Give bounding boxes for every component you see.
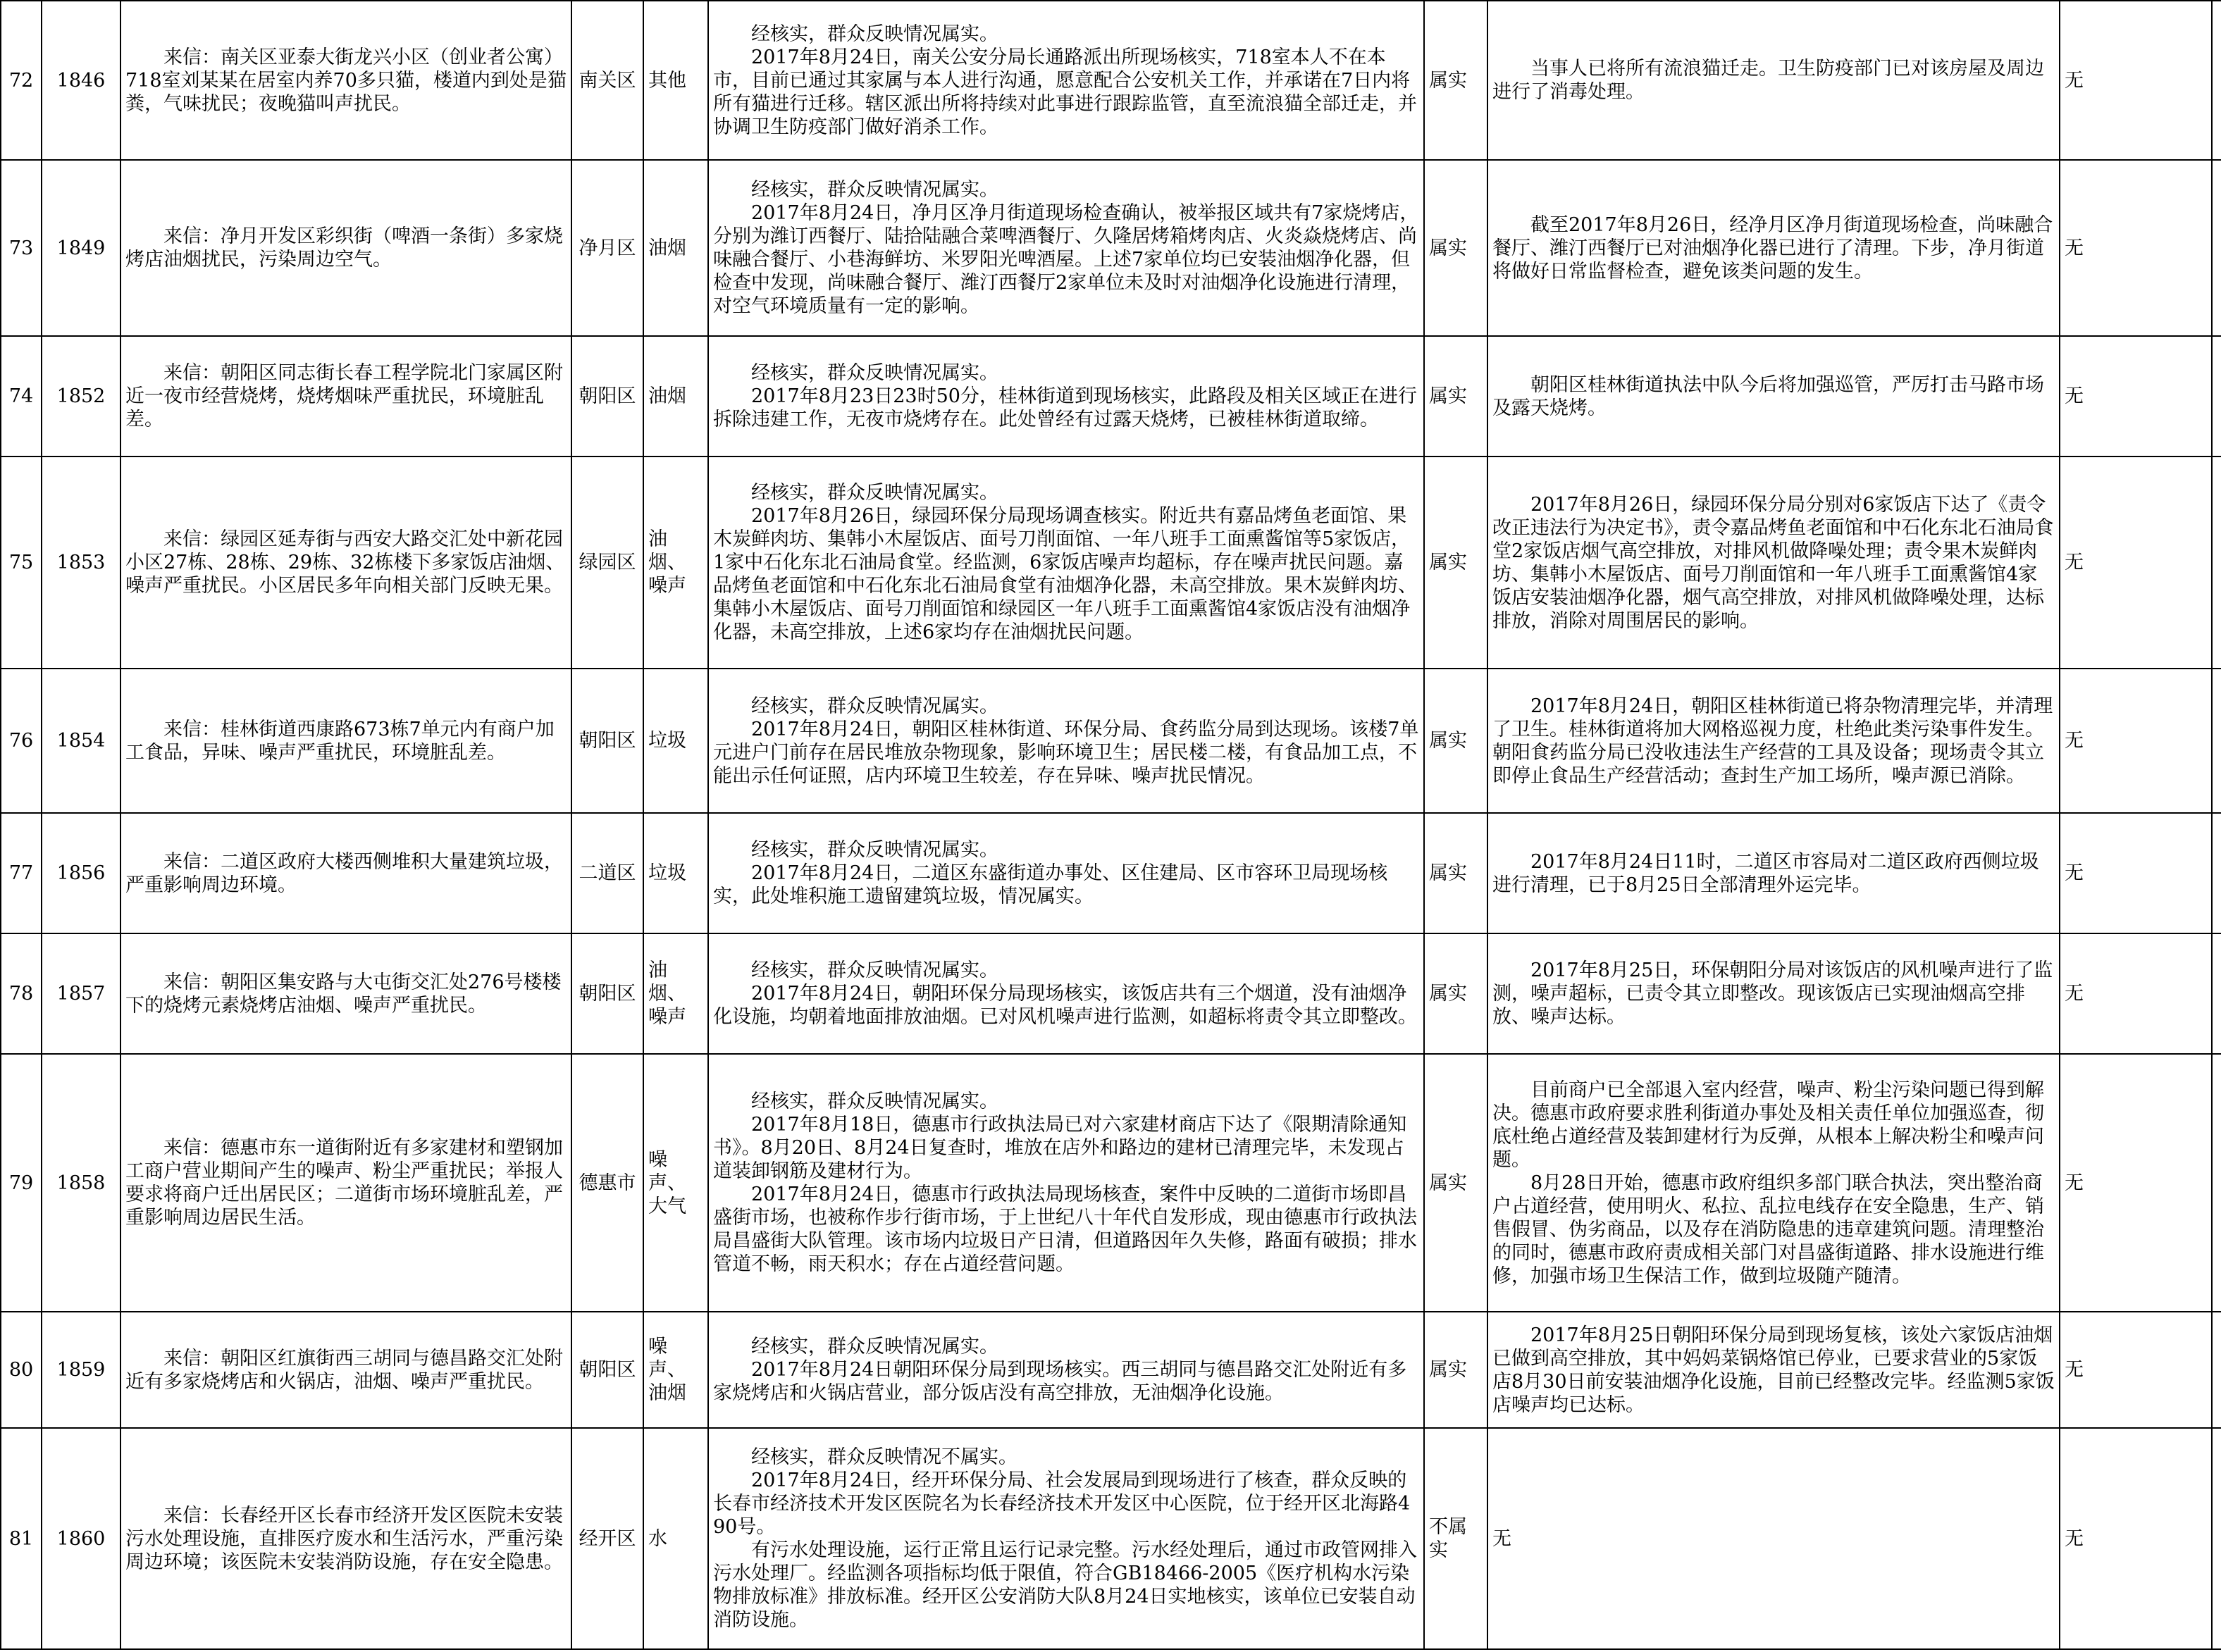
note-cell: [2212, 1312, 2221, 1428]
district-cell: 绿园区: [571, 457, 643, 669]
verdict-cell: 属实: [1424, 1054, 1487, 1312]
verification-cell-paragraph: 经核实，群众反映情况属实。: [751, 1091, 998, 1112]
accountability-cell: 无: [2060, 1428, 2212, 1649]
complaint-text: 来信：南关区亚泰大街龙兴小区（创业者公寓）718室刘某某在居室内养70多只猫，楼道内到处是猫粪，气味扰民；夜晚猫叫声扰民。: [125, 46, 567, 115]
complaint-text: 来信：德惠市东一道街附近有多家建材和塑钢加工商户营业期间产生的噪声、粉尘严重扰民；举报人要求将商户迁出居民区；二道街市场环境脏乱差，严重影响周边居民生活。: [125, 1137, 563, 1229]
handling-cell: [1487, 457, 2060, 669]
verification-cell-paragraph: 2017年8月24日，净月区净月街道现场检查确认，被举报区域共有7家烧烤店，分别为潍订西餐厅、陆拾陆融合菜啤酒餐厅、久隆居烤箱烤肉店、火炎焱烧烤店、尚味融合餐厅、小巷海鲜坊、米罗阳光啤酒屋。上述7家单位均已安装油烟净化器，但检查中发现，尚味融合餐厅、潍汀西餐厅2家单位未及时对油烟净化设施进行清理，对空气环境质量有一定的影响。: [713, 202, 1419, 317]
handling-cell: [1487, 669, 2060, 813]
verdict-cell: 属实: [1424, 933, 1487, 1054]
verification-cell-paragraph: 2017年8月26日，绿园环保分局现场调查核实。附近共有嘉品烤鱼老面馆、果木炭鲜肉坊、集韩小木屋饭店、面号刀削面馆、一年八班手工面熏酱馆等5家饭店，1家中石化东北石油局食堂。经监测，6家饭店噪声均超标，存在噪声扰民问题。嘉品烤鱼老面馆和中石化东北石油局食堂有油烟净化器，未高空排放。果木炭鲜肉坊、集韩小木屋饭店、面号刀削面馆和绿园区一年八班手工面熏酱馆4家饭店没有油烟净化器，未高空排放，上述6家均存在油烟扰民问题。: [713, 505, 1417, 643]
complaint-text: 来信：净月开发区彩织街（啤酒一条街）多家烧烤店油烟扰民，污染周边空气。: [125, 225, 563, 271]
case-code: 1858: [42, 1054, 120, 1312]
case-code: 1859: [42, 1312, 120, 1428]
table-row: [1, 813, 2221, 933]
complaint-cell: [120, 160, 571, 336]
complaint-text: 来信：长春经开区长春市经济开发区医院未安装污水处理设施，直排医疗废水和生活污水，严重污染周边环境；该医院未安装消防设施，存在安全隐患。: [125, 1504, 563, 1573]
verification-cell-paragraph: 2017年8月24日，二道区东盛街道办事处、区住建局、区市容环卫局现场核实，此处堆积施工遗留建筑垃圾，情况属实。: [713, 862, 1388, 907]
verification-cell-paragraph: 2017年8月24日，朝阳区桂林街道、环保分局、食药监分局到达现场。该楼7单元进户门前存在居民堆放杂物现象，影响环境卫生；居民楼二楼，有食品加工点，不能出示任何证照，店内环境卫生较差，存在异味、噪声扰民情况。: [713, 718, 1419, 787]
district-cell: 德惠市: [571, 1054, 643, 1312]
category-cell: 垃圾: [643, 669, 708, 813]
handling-cell: [1487, 933, 2060, 1054]
category-cell: 噪声、大气: [643, 1054, 708, 1312]
row-number: 80: [1, 1312, 42, 1428]
row-number: 75: [1, 457, 42, 669]
verification-cell-paragraph: 经核实，群众反映情况属实。: [751, 23, 998, 45]
complaint-text: 来信：朝阳区红旗街西三胡同与德昌路交汇处附近有多家烧烤店和火锅店，油烟、噪声严重扰民。: [125, 1347, 563, 1393]
case-code: 1849: [42, 160, 120, 336]
note-cell: [2212, 933, 2221, 1054]
verification-cell: [708, 933, 1424, 1054]
complaint-cell: [120, 1054, 571, 1312]
row-number: 72: [1, 1, 42, 160]
table-row: [1, 160, 2221, 336]
table-row: [1, 1, 2221, 160]
category-cell: 油烟: [643, 336, 708, 457]
verdict-cell: 属实: [1424, 336, 1487, 457]
handling-cell-paragraph: 朝阳区桂林街道执法中队今后将加强巡管，严厉打击马路市场及露天烧烤。: [1492, 373, 2044, 419]
table-row: [1, 933, 2221, 1054]
district-cell: 南关区: [571, 1, 643, 160]
handling-cell-paragraph: 2017年8月25日朝阳环保分局到现场复核，该处六家饭店油烟已做到高空排放，其中妈妈菜锅烙馆已停业，已要求营业的5家饭店8月30日前安装油烟净化设施，目前已经整改完毕。经监测5家饭店噪声均已达标。: [1492, 1324, 2055, 1416]
verdict-cell: 属实: [1424, 160, 1487, 336]
verification-cell-paragraph: 2017年8月24日，德惠市行政执法局现场核查，案件中反映的二道街市场即昌盛街市场，也被称作步行街市场，于上世纪八十年代自发形成，现由德惠市行政执法局昌盛街大队管理。该市场内垃圾日产日清，但道路因年久失修，路面有破损；排水管道不畅，雨天积水；存在占道经营问题。: [713, 1184, 1417, 1275]
accountability-cell: 无: [2060, 669, 2212, 813]
district-cell: 朝阳区: [571, 669, 643, 813]
table-row: [1, 457, 2221, 669]
district-cell: 朝阳区: [571, 1312, 643, 1428]
handling-cell-paragraph: 目前商户已全部退入室内经营，噪声、粉尘污染问题已得到解决。德惠市政府要求胜利街道办事处及相关责任单位加强巡查，彻底杜绝占道经营及装卸建材行为反弹，从根本上解决粉尘和噪声问题。: [1492, 1079, 2044, 1171]
note-cell: [2212, 1, 2221, 160]
handling-cell-paragraph: 8月28日开始，德惠市政府组织多部门联合执法，突出整治商户占道经营，使用明火、私拉、乱拉电线存在安全隐患，生产、销售假冒、伪劣商品，以及存在消防隐患的违章建筑问题。清理整治的同时，德惠市政府责成相关部门对昌盛街道路、排水设施进行维修，加强市场卫生保洁工作，做到垃圾随产随清。: [1492, 1172, 2044, 1287]
handling-cell: [1487, 1312, 2060, 1428]
complaint-text: 来信：绿园区延寿街与西安大路交汇处中新花园小区27栋、28栋、29栋、32栋楼下多家饭店油烟、噪声严重扰民。小区居民多年向相关部门反映无果。: [125, 528, 565, 597]
district-cell: 经开区: [571, 1428, 643, 1649]
district-cell: 净月区: [571, 160, 643, 336]
table-row: [1, 1054, 2221, 1312]
category-cell: 油烟、噪声: [643, 933, 708, 1054]
accountability-cell: 无: [2060, 1054, 2212, 1312]
complaint-text: 来信：二道区政府大楼西侧堆积大量建筑垃圾，严重影响周边环境。: [125, 850, 563, 896]
case-code: 1856: [42, 813, 120, 933]
table-row: [1, 1312, 2221, 1428]
verification-cell-paragraph: 2017年8月24日，南关公安分局长通路派出所现场核实，718室本人不在本市，目前已通过其家属与本人进行沟通，愿意配合公安机关工作，并承诺在7日内将所有猫进行迁移。辖区派出所将持续对此事进行跟踪监管，直至流浪猫全部迁走，并协调卫生防疫部门做好消杀工作。: [713, 46, 1417, 138]
accountability-cell: 无: [2060, 336, 2212, 457]
verification-cell-paragraph: 经核实，群众反映情况属实。: [751, 839, 998, 861]
complaint-cell: [120, 669, 571, 813]
accountability-cell: 无: [2060, 813, 2212, 933]
handling-cell-paragraph: 2017年8月24日，朝阳区桂林街道已将杂物清理完毕，并清理了卫生。桂林街道将加大网格巡视力度，杜绝此类污染事件发生。朝阳食药监分局已没收违法生产经营的工具及设备；现场责令其立即停止食品生产经营活动；查封生产加工场所，噪声源已消除。: [1492, 695, 2053, 787]
handling-cell-paragraph: 截至2017年8月26日，经净月区净月街道现场检查，尚味融合餐厅、潍汀西餐厅已对油烟净化器已进行了清理。下步，净月街道将做好日常监督检查，避免该类问题的发生。: [1492, 213, 2053, 282]
case-code: 1860: [42, 1428, 120, 1649]
accountability-cell: 无: [2060, 1, 2212, 160]
verification-cell: [708, 669, 1424, 813]
verification-cell-paragraph: 有污水处理设施，运行正常且运行记录完整。污水经处理后，通过市政管网排入污水处理厂。经监测各项指标均低于限值，符合GB18466-2005《医疗机构水污染物排放标准》排放标准。经开区公安消防大队8月24日实地核实，该单位已安装自动消防设施。: [713, 1539, 1417, 1631]
note-cell: [2212, 336, 2221, 457]
verification-cell-paragraph: 2017年8月24日，经开环保分局、社会发展局到现场进行了核查，群众反映的长春市经济技术开发区医院名为长春经济技术开发区中心医院，位于经开区北海路490号。: [713, 1470, 1411, 1538]
row-number: 76: [1, 669, 42, 813]
complaint-text: 来信：桂林街道西康路673栋7单元内有商户加工食品，异味、噪声严重扰民，环境脏乱差。: [125, 718, 555, 764]
verification-cell-paragraph: 2017年8月23日23时50分，桂林街道到现场核实，此路段及相关区域正在进行拆除违建工作，无夜市烧烤存在。此处曾经有过露天烧烤，已被桂林街道取缔。: [713, 385, 1417, 430]
accountability-cell: 无: [2060, 1312, 2212, 1428]
handling-cell: [1487, 160, 2060, 336]
verification-cell: [708, 336, 1424, 457]
verdict-cell: 不属实: [1424, 1428, 1487, 1649]
note-cell: [2212, 1428, 2221, 1649]
category-cell: 噪声、油烟: [643, 1312, 708, 1428]
note-cell: [2212, 1054, 2221, 1312]
note-cell: [2212, 669, 2221, 813]
complaint-cell: [120, 1312, 571, 1428]
handling-cell-paragraph: 2017年8月26日，绿园环保分局分别对6家饭店下达了《责令改正违法行为决定书》，责令嘉品烤鱼老面馆和中石化东北石油局食堂2家饭店烟气高空排放，对排风机做降噪处理；责令果木炭鲜肉坊、集韩小木屋饭店、面号刀削面馆和一年八班手工面熏酱馆4家饭店安装油烟净化器，烟气高空排放，对排风机做降噪处理，达标排放，消除对周围居民的影响。: [1492, 493, 2054, 632]
district-cell: 朝阳区: [571, 336, 643, 457]
category-cell: 水: [643, 1428, 708, 1649]
category-cell: 油烟: [643, 160, 708, 336]
complaint-cell: [120, 1, 571, 160]
case-code: 1852: [42, 336, 120, 457]
complaint-cell: [120, 1428, 571, 1649]
row-number: 74: [1, 336, 42, 457]
note-cell: [2212, 160, 2221, 336]
verdict-cell: 属实: [1424, 1312, 1487, 1428]
category-cell: 油烟、噪声: [643, 457, 708, 669]
verification-cell-paragraph: 经核实，群众反映情况属实。: [751, 695, 998, 717]
verification-cell-paragraph: 经核实，群众反映情况属实。: [751, 362, 998, 384]
handling-cell: [1487, 1, 2060, 160]
case-code: 1854: [42, 669, 120, 813]
district-cell: 朝阳区: [571, 933, 643, 1054]
accountability-cell: 无: [2060, 457, 2212, 669]
note-cell: [2212, 457, 2221, 669]
handling-cell-paragraph: 2017年8月24日11时，二道区市容局对二道区政府西侧垃圾进行清理，已于8月25日全部清理外运完毕。: [1492, 850, 2039, 896]
verdict-cell: 属实: [1424, 669, 1487, 813]
case-code: 1846: [42, 1, 120, 160]
verification-cell: [708, 813, 1424, 933]
verification-cell: [708, 1, 1424, 160]
complaint-cell: [120, 933, 571, 1054]
handling-cell-paragraph: 无: [1492, 1527, 1511, 1550]
accountability-cell: 无: [2060, 933, 2212, 1054]
case-code: 1857: [42, 933, 120, 1054]
complaint-text: 来信：朝阳区集安路与大屯街交汇处276号楼楼下的烧烤元素烧烤店油烟、噪声严重扰民。: [125, 971, 562, 1017]
verification-cell: [708, 1312, 1424, 1428]
note-cell: [2212, 813, 2221, 933]
verification-cell: [708, 160, 1424, 336]
verdict-cell: 属实: [1424, 1, 1487, 160]
handling-cell-paragraph: 2017年8月25日，环保朝阳分局对该饭店的风机噪声进行了监测，噪声超标，已责令其立即整改。现该饭店已实现油烟高空排放、噪声达标。: [1492, 959, 2053, 1028]
verdict-cell: 属实: [1424, 457, 1487, 669]
verification-cell-paragraph: 经核实，群众反映情况属实。: [751, 959, 998, 981]
verification-cell: [708, 457, 1424, 669]
verification-cell: [708, 1054, 1424, 1312]
category-cell: 其他: [643, 1, 708, 160]
handling-cell-paragraph: 当事人已将所有流浪猫迁走。卫生防疫部门已对该房屋及周边进行了消毒处理。: [1492, 58, 2044, 103]
accountability-cell: 无: [2060, 160, 2212, 336]
row-number: 78: [1, 933, 42, 1054]
complaint-cell: [120, 813, 571, 933]
complaint-cell: [120, 336, 571, 457]
handling-cell: [1487, 1054, 2060, 1312]
verification-cell: [708, 1428, 1424, 1649]
handling-cell: [1487, 813, 2060, 933]
verification-cell-paragraph: 经核实，群众反映情况属实。: [751, 482, 998, 504]
row-number: 81: [1, 1428, 42, 1649]
table-row: [1, 336, 2221, 457]
table-row: [1, 1428, 2221, 1649]
verification-cell-paragraph: 2017年8月18日，德惠市行政执法局已对六家建材商店下达了《限期清除通知书》。8月20日、8月24日复查时，堆放在店外和路边的建材已清理完毕，未发现占道装卸钢筋及建材行为。: [713, 1114, 1407, 1182]
category-cell: 垃圾: [643, 813, 708, 933]
verification-cell-paragraph: 经核实，群众反映情况属实。: [751, 1336, 998, 1358]
verification-cell-paragraph: 2017年8月24日，朝阳环保分局现场核实，该饭店共有三个烟道，没有油烟净化设施，均朝着地面排放油烟。已对风机噪声进行监测，如超标将责令其立即整改。: [713, 983, 1417, 1028]
verification-cell-paragraph: 2017年8月24日朝阳环保分局到现场核实。西三胡同与德昌路交汇处附近有多家烧烤店和火锅店营业，部分饭店没有高空排放，无油烟净化设施。: [713, 1359, 1407, 1404]
complaint-text: 来信：朝阳区同志街长春工程学院北门家属区附近一夜市经营烧烤，烧烤烟味严重扰民，环境脏乱差。: [125, 362, 563, 430]
verdict-cell: 属实: [1424, 813, 1487, 933]
table-row: [1, 669, 2221, 813]
district-cell: 二道区: [571, 813, 643, 933]
row-number: 77: [1, 813, 42, 933]
case-code: 1853: [42, 457, 120, 669]
handling-cell: [1487, 1428, 2060, 1649]
row-number: 79: [1, 1054, 42, 1312]
handling-cell: [1487, 336, 2060, 457]
verification-cell-paragraph: 经核实，群众反映情况不属实。: [751, 1446, 1017, 1468]
row-number: 73: [1, 160, 42, 336]
verification-cell-paragraph: 经核实，群众反映情况属实。: [751, 179, 998, 201]
complaint-cell: [120, 457, 571, 669]
